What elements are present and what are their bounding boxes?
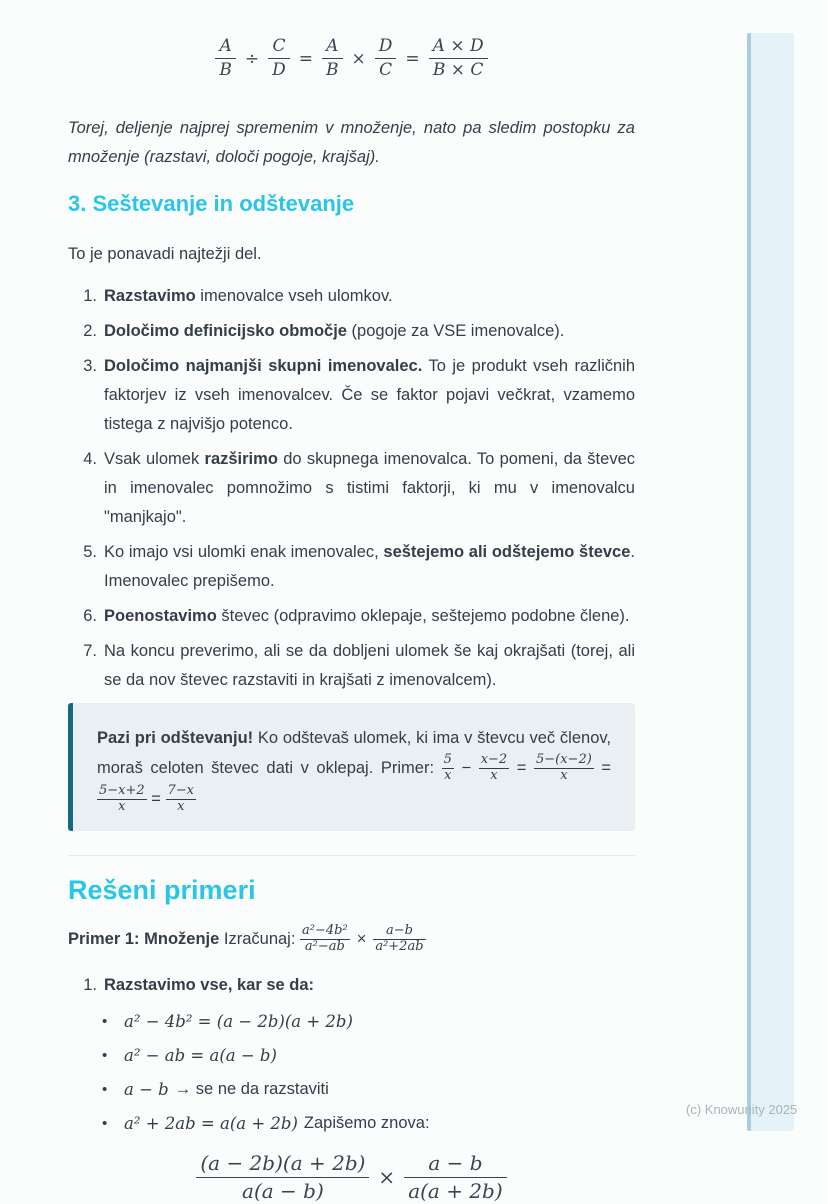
list-item: 2. Določimo definicijsko območje (pogoje za VSE imenovalce). [83,321,565,340]
section-divider [68,855,635,856]
right-side-panel [747,33,794,1131]
bullet-marker: • [102,1114,108,1132]
fraction: $\frac{\text{a²−4b²}}{\text{a²−ab}}$ [302,922,348,954]
example-1-label: Primer 1: Množenje [68,930,220,949]
fraction: $\frac{5-x+2}{x}$ [99,782,145,814]
list-item: 6. Poenostavimo števec (odpravimo oklepaje, seštejemo podobne člene). [83,606,630,625]
divide-operator: ÷ [244,48,260,69]
callout-title: Pazi pri odštevanju! [97,728,254,747]
list-item: 1. Razstavimo imenovalce vseh ulomkov. [83,286,393,305]
bullet-marker: • [102,1012,108,1030]
list-item: • a − b → se ne da razstaviti [102,1079,329,1099]
fraction: $\frac{5-(x-2)}{x}$ [535,751,592,783]
list-item: • a² + 2ab = a(a + 2b) Zapišemo znova: [102,1113,430,1133]
fraction: $\frac{A \times D}{B \times C}$ [429,36,488,82]
bullet-marker: • [102,1046,108,1064]
lead-paragraph: To je ponavadi najtežji del. [68,244,262,263]
fraction: $\frac{A}{B}$ [322,36,343,82]
fraction: $\frac{a-b}{\text{a²+2ab}}$ [375,922,424,954]
fraction: $\frac{C}{D}$ [268,36,290,82]
warning-callout: Pazi pri odštevanju! Ko odštevaš ulomek, ki ima v števcu več členov, moraš celoten števec dati v oklepaj. Primer: $\frac{5}{x}$ − $\frac{x-2}{x}$ = $\frac{5-(x-2)}{x}$ = $\frac{5-x+2}{x}$ = $\frac{7-x}{x}$ [68,703,635,831]
fraction: $\frac{7-x}{x}$ [167,782,194,814]
bullet-marker: • [102,1080,108,1098]
equals-sign: = [405,48,420,69]
list-item: • a² − ab = a(a − b) [102,1045,277,1065]
multiply-operator: × [351,48,366,69]
document-content [68,0,635,1204]
equals-sign: = [298,48,314,69]
list-item: • a² − 4b² = (a − 2b)(a + 2b) [102,1011,353,1031]
copyright-footer: (c) Knowunity 2025 [686,1102,798,1117]
list-item: 4. Vsak ulomek razširimo do skupnega imenovalca. To pomeni, da števec in imenovalec pomnožimo s tistimi faktorji, ki mu v imenovalcu "manjkajo". [83,449,635,526]
procedure-steps-list [68,282,635,695]
list-item: 3. Določimo najmanjši skupni imenovalec. To je produkt vseh različnih faktorjev iz vseh imenovalcev. Če se faktor pojavi večkrat, vzamemo tistega z najvišjo potenco. [83,356,635,433]
fraction: $\frac{D}{C}$ [375,36,397,82]
fraction: $\frac{(a - 2b)(a + 2b)}{a(a - b)}$ [196,1151,369,1204]
section-heading-addition-subtraction: 3. Seštevanje in odštevanje [68,190,355,216]
example-1-step-1: 1. Razstavimo vse, kar se da: [83,975,315,994]
rewritten-expression-formula [68,1151,635,1204]
solved-examples-heading: Rešeni primeri [68,874,256,905]
fraction: $\frac{a - b}{a(a + 2b)}$ [404,1151,506,1204]
list-item: 7. Na koncu preverimo, ali se da dobljeni ulomek še kaj okrajšati (torej, ali se da nov števec razstaviti in krajšati z imenovalcem). [83,641,635,689]
multiply-operator: × [356,930,367,949]
factorization-bullets [68,1010,635,1135]
example-1-task: Primer 1: Množenje Izračunaj: $\frac{\text{a²−4b²}}{\text{a²−ab}}$ × $\frac{a-b}{\text{a²+2ab}}$ [68,922,424,954]
fraction: $\frac{5}{x}$ [443,751,452,783]
fraction: $\frac{A}{B}$ [215,36,236,82]
intro-paragraph: Torej, deljenje najprej spremenim v množenje, nato pa sledim postopku za množenje (razstavi, določi pogoje, krajšaj). [68,118,635,166]
multiply-operator: × [378,1165,396,1190]
division-rule-formula [68,36,635,82]
fraction: $\frac{x-2}{x}$ [480,751,508,783]
list-item: 5. Ko imajo vsi ulomki enak imenovalec, seštejemo ali odštejemo števce. Imenovalec prepišemo. [83,542,635,590]
